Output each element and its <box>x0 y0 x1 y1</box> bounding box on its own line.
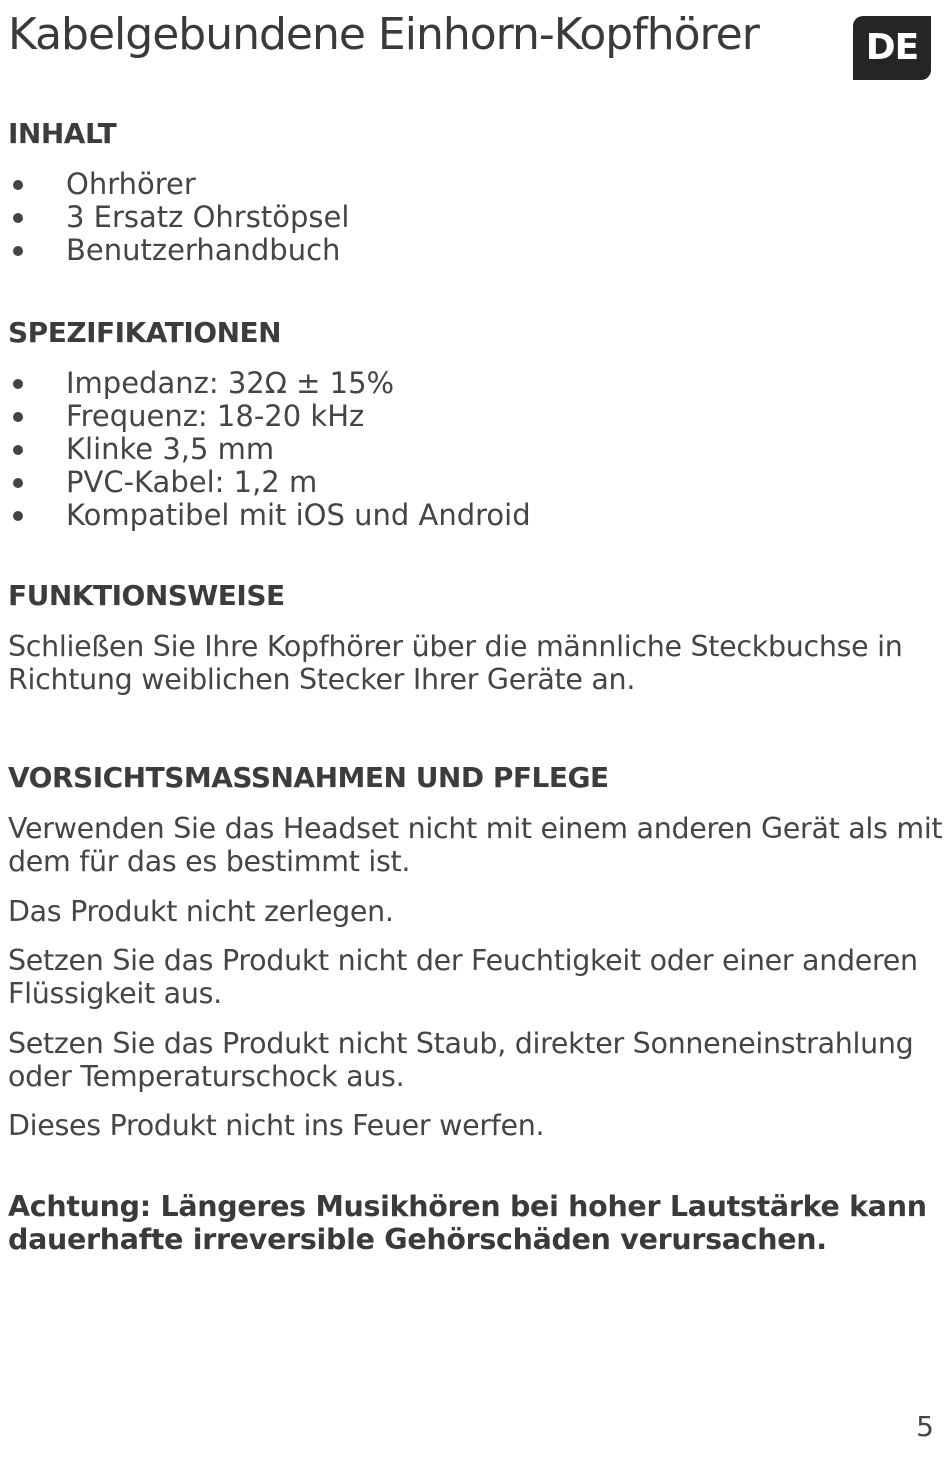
list-item <box>0 400 531 433</box>
list-item-text: 3 Ersatz Ohrstöpsel <box>66 200 350 234</box>
list-item <box>0 466 531 499</box>
operation-text: Schließen Sie Ihre Kopfhörer über die männliche Steckbuchse in Richtung weiblichen Stecker Ihrer Geräte an. <box>8 630 903 696</box>
specifications-heading: SPEZIFIKATIONEN <box>8 316 282 349</box>
bullet-icon <box>13 412 23 422</box>
precaution-paragraph: Das Produkt nicht zerlegen. <box>8 895 394 928</box>
specifications-list <box>0 367 531 532</box>
contents-heading: INHALT <box>8 117 117 150</box>
bullet-icon <box>13 246 23 256</box>
precaution-paragraph: Verwenden Sie das Headset nicht mit einem anderen Gerät als mit dem für das es bestimmt ist. <box>8 812 943 878</box>
bullet-icon <box>13 478 23 488</box>
list-item-text: Benutzerhandbuch <box>66 233 341 267</box>
list-item-text: Frequenz: 18-20 kHz <box>66 399 365 433</box>
contents-list <box>0 168 349 267</box>
bullet-icon <box>13 180 23 190</box>
list-item <box>0 433 531 466</box>
list-item <box>0 168 349 201</box>
bullet-icon <box>13 379 23 389</box>
bullet-icon <box>13 445 23 455</box>
list-item <box>0 234 349 267</box>
list-item-text: Impedanz: 32Ω ± 15% <box>66 366 395 400</box>
list-item <box>0 499 531 532</box>
precaution-paragraph: Setzen Sie das Produkt nicht Staub, direkter Sonneneinstrahlung oder Temperaturschock aus. <box>8 1027 914 1093</box>
list-item-text: PVC-Kabel: 1,2 m <box>66 465 318 499</box>
operation-heading: FUNKTIONSWEISE <box>8 579 285 612</box>
bullet-icon <box>13 213 23 223</box>
list-item <box>0 201 349 234</box>
list-item-text: Kompatibel mit iOS und Android <box>66 498 531 532</box>
precaution-paragraph: Dieses Produkt nicht ins Feuer werfen. <box>8 1109 545 1142</box>
list-item <box>0 367 531 400</box>
hearing-warning: Achtung: Längeres Musikhören bei hoher Lautstärke kann dauerhafte irreversible Gehörschäden verursachen. <box>8 1190 927 1256</box>
bullet-icon <box>13 511 23 521</box>
page-number: 5 <box>916 1410 934 1443</box>
precautions-heading: VORSICHTSMASSNAHMEN UND PFLEGE <box>8 761 609 794</box>
list-item-text: Ohrhörer <box>66 167 196 201</box>
language-badge: DE <box>853 16 931 80</box>
page-title: Kabelgebundene Einhorn-Kopfhörer <box>8 9 759 60</box>
precaution-paragraph: Setzen Sie das Produkt nicht der Feuchtigkeit oder einer anderen Flüssigkeit aus. <box>8 944 918 1010</box>
list-item-text: Klinke 3,5 mm <box>66 432 275 466</box>
